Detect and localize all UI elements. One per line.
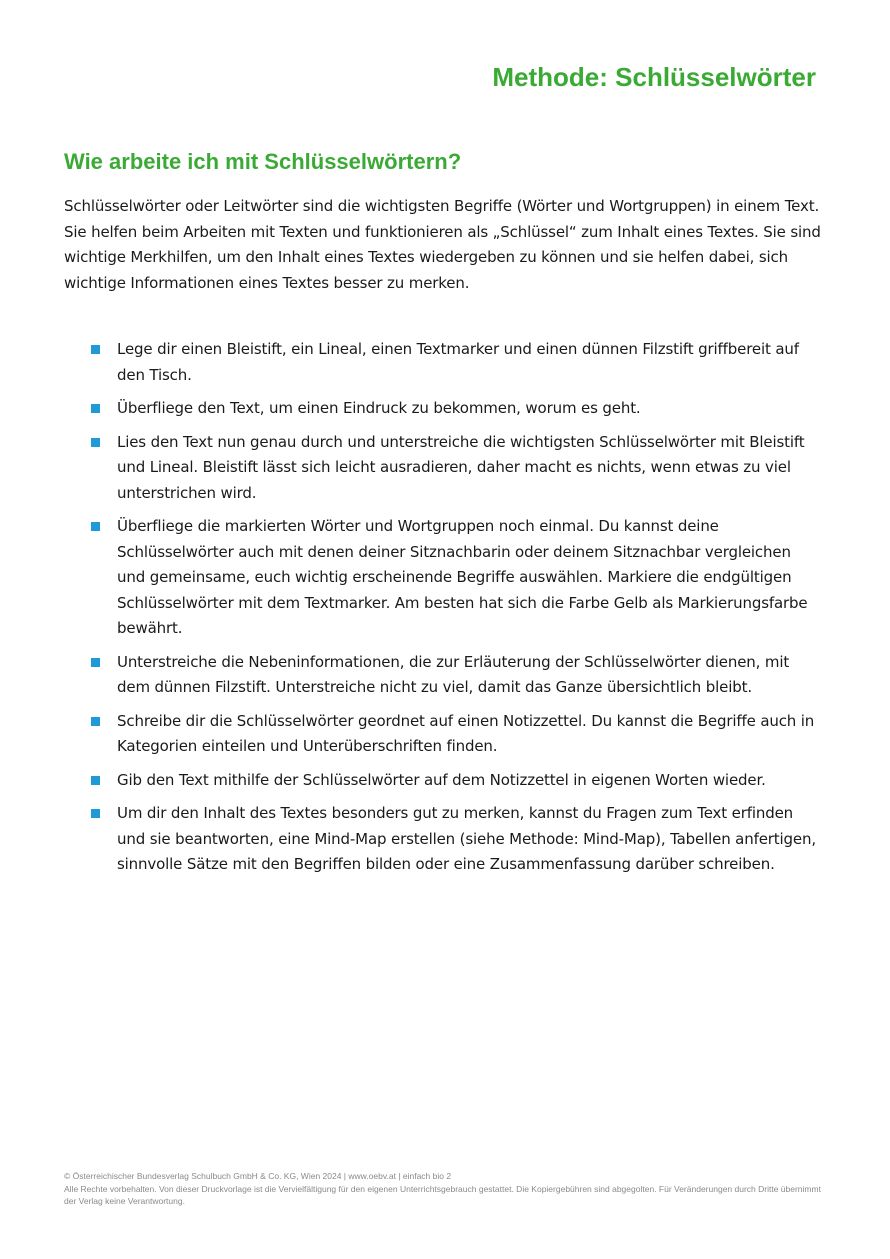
list-item-text: Überfliege die markierten Wörter und Wortgruppen noch einmal. Du kannst deine Schlüsselwörter auch mit denen deiner Sitznachbarin oder deinem Sitznachbar vergleichen und gemeinsame, euch wichtig erscheinende Begriffe auswählen. Markiere die endgültigen Schlüsselwörter mit dem Textmarker. Am besten hat sich die Farbe Gelb als Markierungsfarbe bewährt.	[117, 517, 808, 637]
intro-paragraph: Schlüsselwörter oder Leitwörter sind die wichtigsten Begriffe (Wörter und Wortgruppen) in einem Text. Sie helfen beim Arbeiten mit Texten und funktionieren als „Schlüssel“ zum Inhalt eines Textes. Sie sind wichtige Merkhilfen, um den Inhalt eines Textes wiedergeben zu können und sie helfen dabei, sich wichtige Informationen eines Textes besser zu merken.	[64, 197, 821, 292]
list-item-text: Lies den Text nun genau durch und unterstreiche die wichtigsten Schlüsselwörter mit Bleistift und Lineal. Bleistift lässt sich leicht ausradieren, daher macht es nichts, wenn etwas zu viel unterstrichen wird.	[117, 432, 805, 502]
list-item-text: Schreibe dir die Schlüsselwörter geordnet auf einen Notizzettel. Du kannst die Begriffe auch in Kategorien einteilen und Unterüberschriften finden.	[117, 711, 815, 755]
list-item	[0, 396, 817, 422]
steps-list	[0, 337, 890, 886]
square-bullet-icon	[91, 404, 100, 413]
square-bullet-icon	[91, 776, 100, 785]
square-bullet-icon	[91, 438, 100, 447]
list-item-text: Gib den Text mithilfe der Schlüsselwörter auf dem Notizzettel in eigenen Worten wieder.	[117, 770, 766, 789]
section-heading: Wie arbeite ich mit Schlüsselwörtern?	[64, 149, 462, 174]
footer-copyright: © Österreichischer Bundesverlag Schulbuch GmbH & Co. KG, Wien 2024 | www.oebv.at | einfach bio 2	[64, 1171, 452, 1181]
list-item	[0, 650, 817, 701]
page-title: Methode: Schlüsselwörter	[492, 62, 816, 92]
list-item	[0, 514, 817, 642]
list-item-text: Unterstreiche die Nebeninformationen, die zur Erläuterung der Schlüsselwörter dienen, mit dem dünnen Filzstift. Unterstreiche nicht zu viel, damit das Ganze übersichtlich bleibt.	[117, 652, 790, 696]
square-bullet-icon	[91, 345, 100, 354]
list-item	[0, 337, 817, 388]
list-item-text: Überfliege den Text, um einen Eindruck zu bekommen, worum es geht.	[117, 399, 641, 417]
list-item-text: Um dir den Inhalt des Textes besonders gut zu merken, kannst du Fragen zum Text erfinden und sie beantworten, eine Mind-Map erstellen (siehe Methode: Mind-Map), Tabellen anfertigen, sinnvolle Sätze mit den Begriffen bilden oder eine Zusammenfassung darüber schreiben.	[117, 804, 816, 873]
list-item	[0, 709, 817, 760]
page-footer	[64, 1170, 824, 1208]
list-item-text: Lege dir einen Bleistift, ein Lineal, einen Textmarker und einen dünnen Filzstift griffbereit auf den Tisch.	[117, 340, 799, 384]
square-bullet-icon	[91, 717, 100, 726]
list-item	[0, 430, 817, 507]
list-item	[0, 801, 817, 878]
list-item	[0, 768, 817, 794]
footer-rights: Alle Rechte vorbehalten. Von dieser Druckvorlage ist die Vervielfältigung für den eigenen Unterrichtsgebrauch gestattet. Die Kopiergebühren sind abgegolten. Für Veränderungen durch Dritte übernimmt der Verlag keine Verantwortung.	[64, 1183, 821, 1206]
square-bullet-icon	[91, 522, 100, 531]
square-bullet-icon	[91, 658, 100, 667]
square-bullet-icon	[91, 809, 100, 818]
